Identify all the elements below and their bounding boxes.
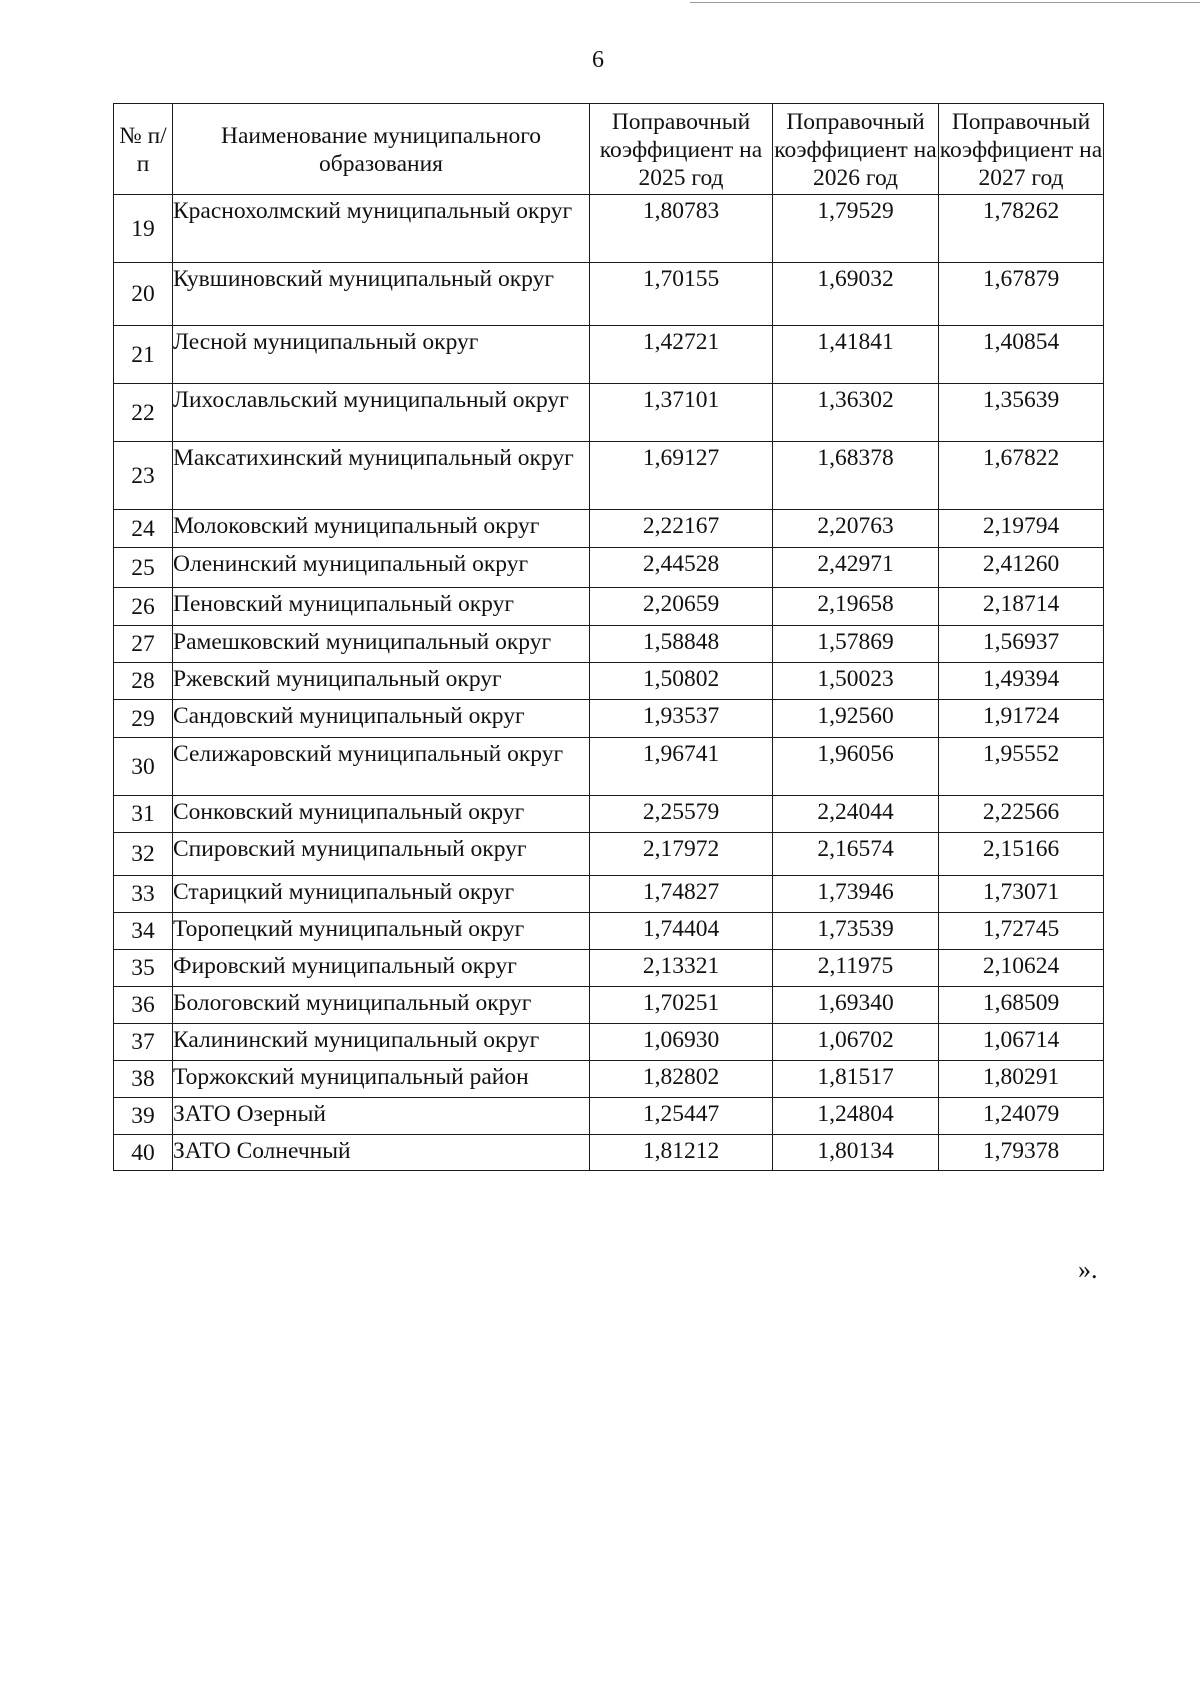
coefficient-2026: 1,06702 [773, 1024, 939, 1061]
table-row [114, 950, 1104, 987]
coefficient-2025: 1,96741 [590, 738, 773, 796]
coefficient-2027: 2,15166 [939, 833, 1104, 876]
coefficient-2025: 1,50802 [590, 663, 773, 700]
coefficient-2026: 1,57869 [773, 626, 939, 663]
municipality-name: Краснохолмский муниципальный округ [173, 195, 590, 263]
page-number: 6 [592, 47, 604, 73]
row-number: 24 [114, 510, 173, 548]
coefficient-2026: 2,11975 [773, 950, 939, 987]
coefficient-2025: 1,69127 [590, 442, 773, 510]
table-row [114, 263, 1104, 326]
municipality-name: Оленинский муниципальный округ [173, 548, 590, 588]
municipality-name: ЗАТО Солнечный [173, 1135, 590, 1171]
coefficient-2025: 1,37101 [590, 384, 773, 442]
coefficient-2025: 2,22167 [590, 510, 773, 548]
coefficient-2027: 2,19794 [939, 510, 1104, 548]
table-body [114, 195, 1104, 1171]
table-row [114, 833, 1104, 876]
municipality-name: Спировский муниципальный округ [173, 833, 590, 876]
coefficient-2026: 2,20763 [773, 510, 939, 548]
coefficients-table [113, 103, 1104, 1171]
row-number: 26 [114, 588, 173, 626]
coefficient-2027: 1,68509 [939, 987, 1104, 1024]
municipality-name: Фировский муниципальный округ [173, 950, 590, 987]
coefficient-2027: 1,95552 [939, 738, 1104, 796]
row-number: 37 [114, 1024, 173, 1061]
coefficient-2025: 1,42721 [590, 326, 773, 384]
coefficient-2027: 1,67879 [939, 263, 1104, 326]
row-number: 36 [114, 987, 173, 1024]
coefficient-2025: 1,81212 [590, 1135, 773, 1171]
table-row [114, 738, 1104, 796]
coefficient-2026: 1,92560 [773, 700, 939, 738]
row-number: 34 [114, 913, 173, 950]
municipality-name: Калининский муниципальный округ [173, 1024, 590, 1061]
row-number: 30 [114, 738, 173, 796]
coefficient-2027: 1,73071 [939, 876, 1104, 913]
coefficient-2025: 2,13321 [590, 950, 773, 987]
municipality-name: Сонковский муниципальный округ [173, 796, 590, 833]
municipality-name: ЗАТО Озерный [173, 1098, 590, 1135]
coefficient-2027: 1,91724 [939, 700, 1104, 738]
coefficient-2026: 1,81517 [773, 1061, 939, 1098]
coefficient-2027: 1,49394 [939, 663, 1104, 700]
table-row [114, 588, 1104, 626]
table-row [114, 195, 1104, 263]
coefficient-2025: 1,70155 [590, 263, 773, 326]
municipality-name: Пеновский муниципальный округ [173, 588, 590, 626]
municipality-name: Лесной муниципальный округ [173, 326, 590, 384]
coefficient-2026: 1,96056 [773, 738, 939, 796]
coefficient-2027: 1,40854 [939, 326, 1104, 384]
coefficient-2026: 2,19658 [773, 588, 939, 626]
coefficient-2025: 1,74404 [590, 913, 773, 950]
municipality-name: Торопецкий муниципальный округ [173, 913, 590, 950]
row-number: 32 [114, 833, 173, 876]
coefficient-2026: 1,69340 [773, 987, 939, 1024]
municipality-name: Рамешковский муниципальный округ [173, 626, 590, 663]
row-number: 20 [114, 263, 173, 326]
row-number: 21 [114, 326, 173, 384]
row-number: 38 [114, 1061, 173, 1098]
coefficient-2026: 1,36302 [773, 384, 939, 442]
table-row [114, 796, 1104, 833]
row-number: 31 [114, 796, 173, 833]
coefficient-2025: 1,58848 [590, 626, 773, 663]
coefficient-2027: 1,35639 [939, 384, 1104, 442]
coefficient-2027: 2,10624 [939, 950, 1104, 987]
row-number: 22 [114, 384, 173, 442]
municipality-name: Сандовский муниципальный округ [173, 700, 590, 738]
municipality-name: Максатихинский муниципальный округ [173, 442, 590, 510]
coefficient-2025: 1,74827 [590, 876, 773, 913]
municipality-name: Старицкий муниципальный округ [173, 876, 590, 913]
table-row [114, 700, 1104, 738]
coefficient-2026: 1,50023 [773, 663, 939, 700]
table-row [114, 326, 1104, 384]
table-row [114, 548, 1104, 588]
coefficient-2026: 1,69032 [773, 263, 939, 326]
header-coefficient-2025: Поправочный коэффициент на 2025 год [590, 104, 773, 195]
coefficient-2025: 1,25447 [590, 1098, 773, 1135]
table-row [114, 442, 1104, 510]
header-coefficient-2027: Поправочный коэффициент на 2027 год [939, 104, 1104, 195]
municipality-name: Молоковский муниципальный округ [173, 510, 590, 548]
table-row [114, 384, 1104, 442]
coefficient-2027: 1,80291 [939, 1061, 1104, 1098]
coefficient-2026: 2,16574 [773, 833, 939, 876]
coefficient-2027: 2,18714 [939, 588, 1104, 626]
coefficient-2025: 2,17972 [590, 833, 773, 876]
table-row [114, 876, 1104, 913]
coefficient-2027: 2,22566 [939, 796, 1104, 833]
municipality-name: Торжокский муниципальный район [173, 1061, 590, 1098]
scan-edge-rule [690, 2, 1200, 3]
coefficient-2027: 1,78262 [939, 195, 1104, 263]
table-row [114, 663, 1104, 700]
coefficient-2026: 1,79529 [773, 195, 939, 263]
municipality-name: Ржевский муниципальный округ [173, 663, 590, 700]
coefficient-2025: 1,82802 [590, 1061, 773, 1098]
coefficient-2027: 2,41260 [939, 548, 1104, 588]
header-municipality-name: Наименование муниципального образования [173, 104, 590, 195]
row-number: 19 [114, 195, 173, 263]
municipality-name: Кувшиновский муниципальный округ [173, 263, 590, 326]
coefficient-2025: 2,25579 [590, 796, 773, 833]
coefficient-2026: 1,24804 [773, 1098, 939, 1135]
table-row [114, 1098, 1104, 1135]
row-number: 35 [114, 950, 173, 987]
row-number: 33 [114, 876, 173, 913]
municipality-name: Селижаровский муниципальный округ [173, 738, 590, 796]
table-row [114, 626, 1104, 663]
row-number: 29 [114, 700, 173, 738]
coefficient-2025: 1,93537 [590, 700, 773, 738]
coefficient-2025: 1,70251 [590, 987, 773, 1024]
row-number: 40 [114, 1135, 173, 1171]
table-row [114, 1135, 1104, 1171]
table-header-row [114, 104, 1104, 195]
municipality-name: Лихославльский муниципальный округ [173, 384, 590, 442]
coefficient-2026: 1,73539 [773, 913, 939, 950]
table-row [114, 987, 1104, 1024]
coefficient-2027: 1,56937 [939, 626, 1104, 663]
row-number: 23 [114, 442, 173, 510]
coefficient-2026: 2,42971 [773, 548, 939, 588]
coefficient-2027: 1,79378 [939, 1135, 1104, 1171]
coefficient-2025: 1,80783 [590, 195, 773, 263]
coefficient-2025: 2,44528 [590, 548, 773, 588]
table-row [114, 1024, 1104, 1061]
table-row [114, 1061, 1104, 1098]
coefficient-2027: 1,72745 [939, 913, 1104, 950]
closing-quote-mark: ». [1078, 1255, 1098, 1284]
coefficient-2025: 2,20659 [590, 588, 773, 626]
coefficient-2027: 1,06714 [939, 1024, 1104, 1061]
row-number: 28 [114, 663, 173, 700]
row-number: 25 [114, 548, 173, 588]
header-number: № п/п [114, 104, 173, 195]
coefficient-2027: 1,67822 [939, 442, 1104, 510]
table-row [114, 510, 1104, 548]
coefficient-2026: 1,68378 [773, 442, 939, 510]
table-row [114, 913, 1104, 950]
coefficient-2026: 1,41841 [773, 326, 939, 384]
header-coefficient-2026: Поправочный коэффициент на 2026 год [773, 104, 939, 195]
row-number: 39 [114, 1098, 173, 1135]
coefficient-2025: 1,06930 [590, 1024, 773, 1061]
row-number: 27 [114, 626, 173, 663]
coefficient-2026: 1,73946 [773, 876, 939, 913]
coefficient-2026: 2,24044 [773, 796, 939, 833]
coefficient-2026: 1,80134 [773, 1135, 939, 1171]
coefficient-2027: 1,24079 [939, 1098, 1104, 1135]
municipality-name: Бологовский муниципальный округ [173, 987, 590, 1024]
